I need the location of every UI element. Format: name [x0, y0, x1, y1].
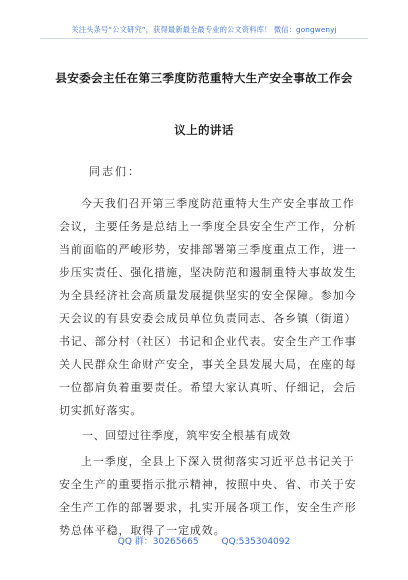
- paragraph-line: 关人民群众生命财产安全，事关全县发展大局，在座的每: [59, 358, 357, 371]
- document-title-line-1: 县安委会主任在第三季度防范重特大生产安全事故工作会: [55, 71, 353, 85]
- paragraph-line: 天会议的有县安委会成员单位负责同志、各乡镇（街道）: [59, 312, 357, 325]
- paragraph-line: 上一季度，全县上下深入贯彻落实习近平总书记关于: [81, 455, 355, 468]
- header-divider: [40, 38, 368, 39]
- paragraph-line: 当前面临的严峻形势，安排部署第三季度重点工作，进一: [59, 243, 357, 256]
- paragraph-line: 全生产工作的部署要求，扎实开展各项工作，安全生产形: [59, 501, 357, 514]
- paragraph-line: 势总体平稳，取得了一定成效。: [59, 524, 226, 537]
- paragraph-line: 为全县经济社会高质量发展提供坚实的安全保障。参加今: [59, 289, 357, 302]
- salutation: 同志们：: [89, 165, 141, 178]
- document-title-line-2: 议上的讲话: [174, 123, 234, 137]
- paragraph-line: 切实抓好落实。: [59, 404, 143, 417]
- paragraph-line: 今天我们召开第三季度防范重特大生产安全事故工作: [81, 197, 355, 210]
- paragraph-line: 一位都肩负着重要责任。希望大家认真听、仔细记，会后: [59, 381, 357, 394]
- footer-qq-group: QQ 群：30265665: [117, 537, 199, 547]
- paragraph-line: 步压实责任、强化措施，坚决防范和遏制重特大事故发生: [59, 266, 357, 279]
- paragraph-line: 会议，主要任务是总结上一季度全县安全生产工作，分析: [59, 220, 357, 233]
- header-banner: 关注头条号“公文研究”，获得最新最全最专业的公文资料库！ 微信：gongwenyj: [71, 25, 337, 34]
- footer-qq-number: QQ:535304092: [221, 537, 291, 547]
- footer-contact: [0, 534, 408, 547]
- section-heading-1: 一、回望过往季度，筑牢安全根基有成效: [82, 429, 291, 442]
- paragraph-line: 安全生产的重要指示批示精神，按照中央、省、市关于安: [59, 478, 357, 491]
- paragraph-line: 书记、部分村（社区）书记和企业代表。安全生产工作事: [59, 335, 357, 348]
